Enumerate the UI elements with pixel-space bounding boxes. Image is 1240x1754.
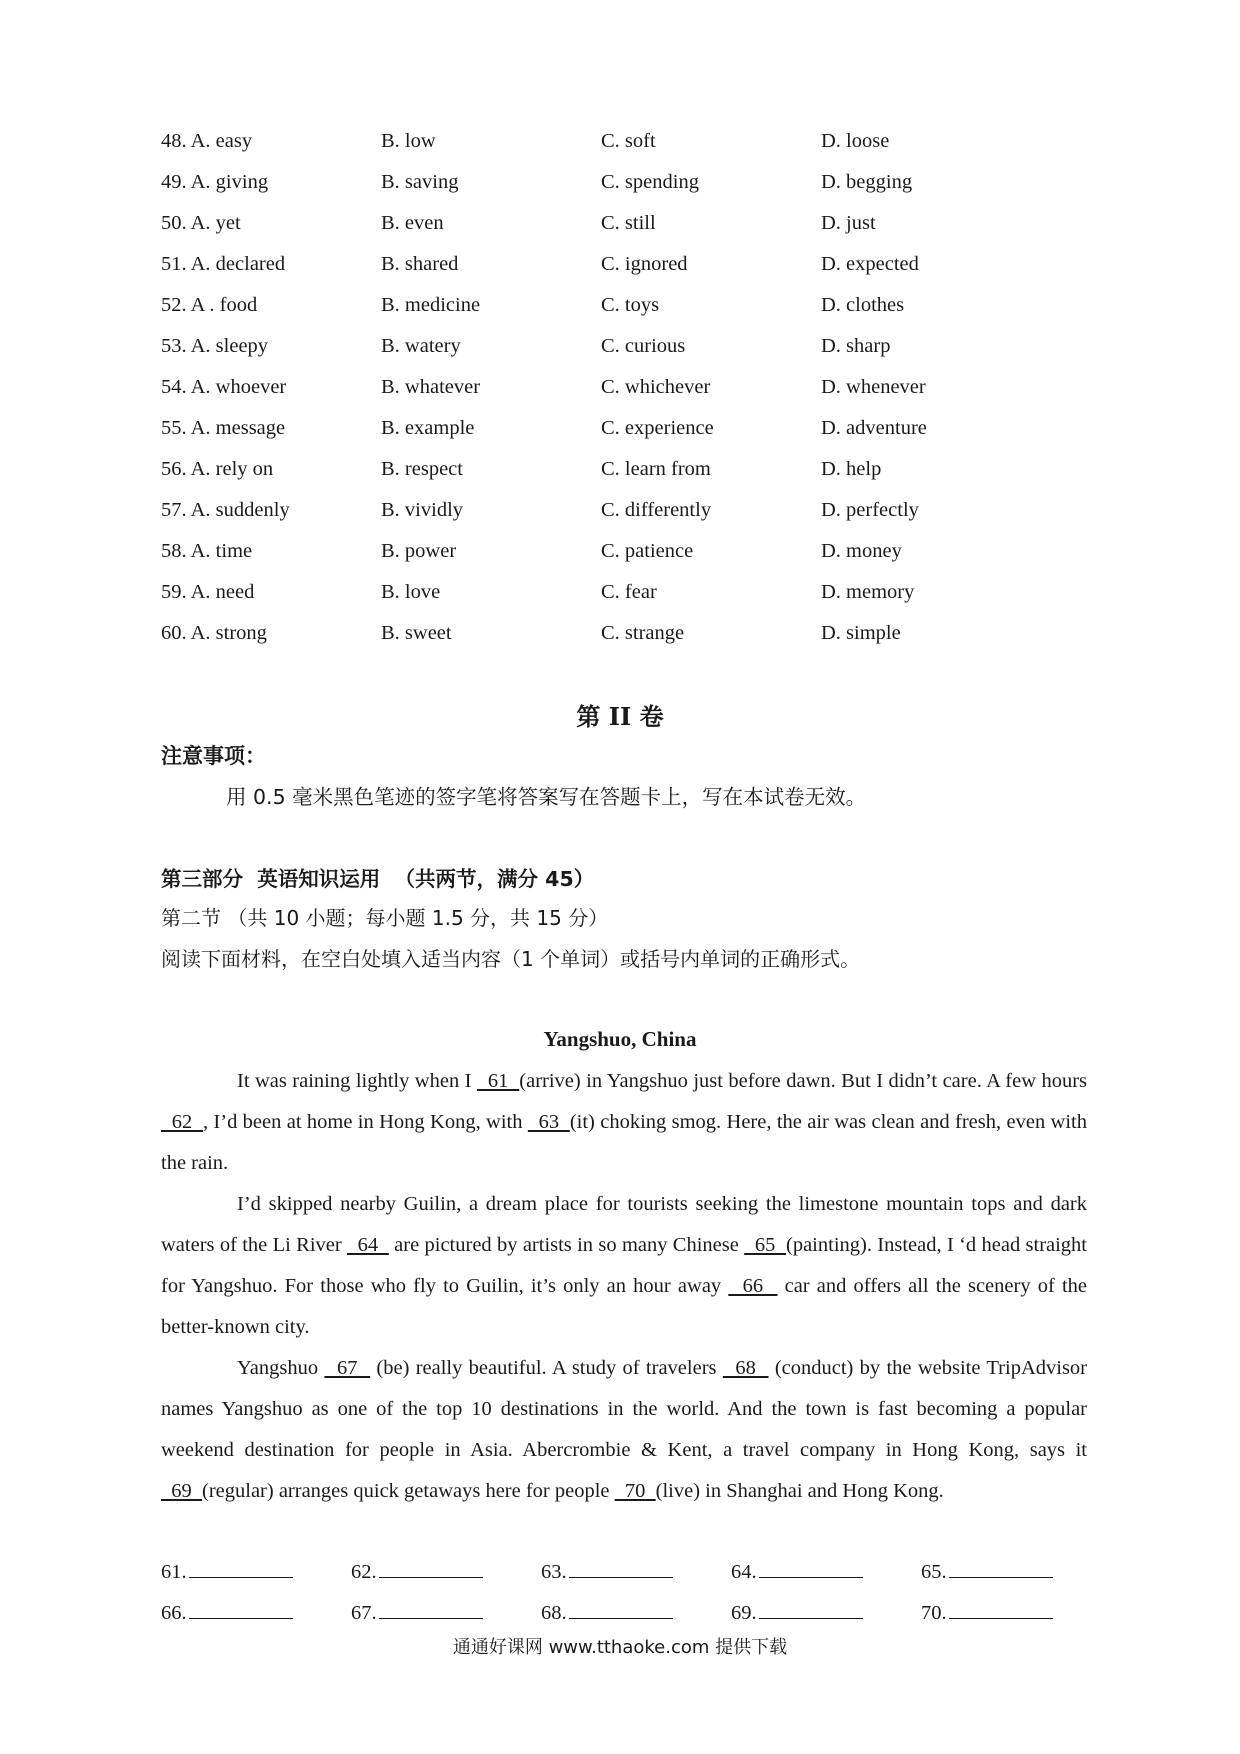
options-row <box>161 285 1061 326</box>
answer-slot: 65. <box>921 1559 1111 1584</box>
part-heading: 第三部分 英语知识运用 （共两节，满分 45） <box>161 867 595 891</box>
option-a: 60. A. strong <box>161 622 267 644</box>
option-c: C. differently <box>601 499 712 521</box>
notice-text: 用 0.5 毫米黑色笔迹的签字笔将答案写在答题卡上，写在本试卷无效。 <box>226 785 867 809</box>
passage-title: Yangshuo, China <box>543 1027 697 1051</box>
option-a: 56. A. rely on <box>161 458 274 480</box>
options-table <box>161 121 1061 654</box>
notice-heading: 注意事项： <box>161 744 266 768</box>
option-c: C. fear <box>601 581 657 603</box>
option-d: D. memory <box>821 581 915 603</box>
option-a: 52. A . food <box>161 294 258 316</box>
option-b: B. medicine <box>381 294 481 316</box>
blank-64: 64 <box>347 1234 389 1256</box>
answer-row <box>161 1592 1111 1633</box>
option-c: C. toys <box>601 294 660 316</box>
option-a: 58. A. time <box>161 540 253 562</box>
option-a: 57. A. suddenly <box>161 499 290 521</box>
options-row <box>161 531 1061 572</box>
option-d: D. begging <box>821 171 913 193</box>
paragraph: Yangshuo 67 (be) really beautiful. A study of travelers 68 (conduct) by the website TripAdvisor names Yangshuo as one of the top 10 destinations in the world. And the town is fast becoming a popular weekend destination for people in Asia. Abercrombie & Kent, a travel company in Hong Kong, says it 69 (regular) arranges quick getaways here for people 70 (live) in Shanghai and Hong Kong. <box>161 1357 1087 1502</box>
blank-66: 66 <box>728 1275 778 1297</box>
blank-69: 69 <box>161 1480 202 1502</box>
section-line: 第二节 （共 10 小题；每小题 1.5 分，共 15 分） <box>161 906 609 930</box>
option-b: B. shared <box>381 253 459 275</box>
options-row <box>161 121 1061 162</box>
answer-slot: 67. <box>351 1600 541 1625</box>
option-a: 59. A. need <box>161 581 255 603</box>
option-b: B. vividly <box>381 499 464 521</box>
option-d: D. whenever <box>821 376 926 398</box>
option-a: 50. A. yet <box>161 212 241 234</box>
blank-62: 62 <box>161 1111 203 1133</box>
option-c: C. strange <box>601 622 685 644</box>
option-b: B. example <box>381 417 475 439</box>
answer-slot: 66. <box>161 1600 351 1625</box>
answer-lines <box>161 1551 1111 1633</box>
option-d: D. loose <box>821 130 890 152</box>
option-a: 49. A. giving <box>161 171 269 193</box>
option-c: C. whichever <box>601 376 711 398</box>
option-d: D. simple <box>821 622 901 644</box>
options-row <box>161 367 1061 408</box>
option-b: B. sweet <box>381 622 452 644</box>
option-c: C. patience <box>601 540 694 562</box>
option-b: B. saving <box>381 171 459 193</box>
paragraph: It was raining lightly when I 61 (arrive) in Yangshuo just before dawn. But I didn’t care. A few hours 62 , I’d been at home in Hong Kong, with 63 (it) choking smog. Here, the air was clean and fresh, even with the rain. <box>161 1070 1088 1174</box>
option-a: 54. A. whoever <box>161 376 287 398</box>
answer-slot: 63. <box>541 1559 731 1584</box>
options-row <box>161 162 1061 203</box>
blank-67: 67 <box>324 1357 371 1379</box>
option-c: C. curious <box>601 335 686 357</box>
option-d: D. adventure <box>821 417 927 439</box>
section-title: 第 II 卷 <box>576 702 664 731</box>
passage <box>161 1061 1087 1512</box>
options-row <box>161 326 1061 367</box>
option-b: B. respect <box>381 458 463 480</box>
option-a: 48. A. easy <box>161 130 253 152</box>
option-b: B. love <box>381 581 441 603</box>
options-row <box>161 449 1061 490</box>
options-row <box>161 572 1061 613</box>
option-b: B. power <box>381 540 457 562</box>
option-d: D. money <box>821 540 902 562</box>
option-c: C. ignored <box>601 253 688 275</box>
answer-row <box>161 1551 1111 1592</box>
option-a: 53. A. sleepy <box>161 335 269 357</box>
options-row <box>161 203 1061 244</box>
page-footer: 通通好课网 www.tthaoke.com 提供下载 <box>452 1637 788 1658</box>
blank-65: 65 <box>744 1234 786 1256</box>
option-c: C. spending <box>601 171 699 193</box>
answer-slot: 62. <box>351 1559 541 1584</box>
paragraph: I’d skipped nearby Guilin, a dream place for tourists seeking the limestone mountain tops and dark waters of the Li River 64 are pictured by artists in so many Chinese 65 (painting). Instead, I ‘d head straight for Yangshuo. For those who fly to Guilin, it’s only an hour away 66 car and offers all the scenery of the better-known city. <box>161 1193 1088 1338</box>
answer-slot: 69. <box>731 1600 921 1625</box>
option-a: 51. A. declared <box>161 253 286 275</box>
answer-slot: 61. <box>161 1559 351 1584</box>
option-d: D. help <box>821 458 882 480</box>
option-d: D. expected <box>821 253 919 275</box>
option-a: 55. A. message <box>161 417 286 439</box>
option-d: D. just <box>821 212 876 234</box>
option-b: B. low <box>381 130 436 152</box>
option-d: D. sharp <box>821 335 891 357</box>
options-row <box>161 613 1061 654</box>
option-b: B. whatever <box>381 376 481 398</box>
answer-slot: 64. <box>731 1559 921 1584</box>
option-c: C. learn from <box>601 458 711 480</box>
options-row <box>161 244 1061 285</box>
option-c: C. still <box>601 212 656 234</box>
instruction: 阅读下面材料，在空白处填入适当内容（1 个单词）或括号内单词的正确形式。 <box>161 947 861 971</box>
option-d: D. clothes <box>821 294 905 316</box>
option-c: C. experience <box>601 417 714 439</box>
options-row <box>161 490 1061 531</box>
answer-slot: 68. <box>541 1600 731 1625</box>
answer-slot: 70. <box>921 1600 1111 1625</box>
blank-63: 63 <box>527 1111 570 1133</box>
option-b: B. even <box>381 212 444 234</box>
blank-61: 61 <box>476 1070 520 1092</box>
option-d: D. perfectly <box>821 499 919 521</box>
blank-70: 70 <box>614 1480 656 1502</box>
option-c: C. soft <box>601 130 656 152</box>
option-b: B. watery <box>381 335 461 357</box>
blank-68: 68 <box>722 1357 769 1379</box>
options-row <box>161 408 1061 449</box>
